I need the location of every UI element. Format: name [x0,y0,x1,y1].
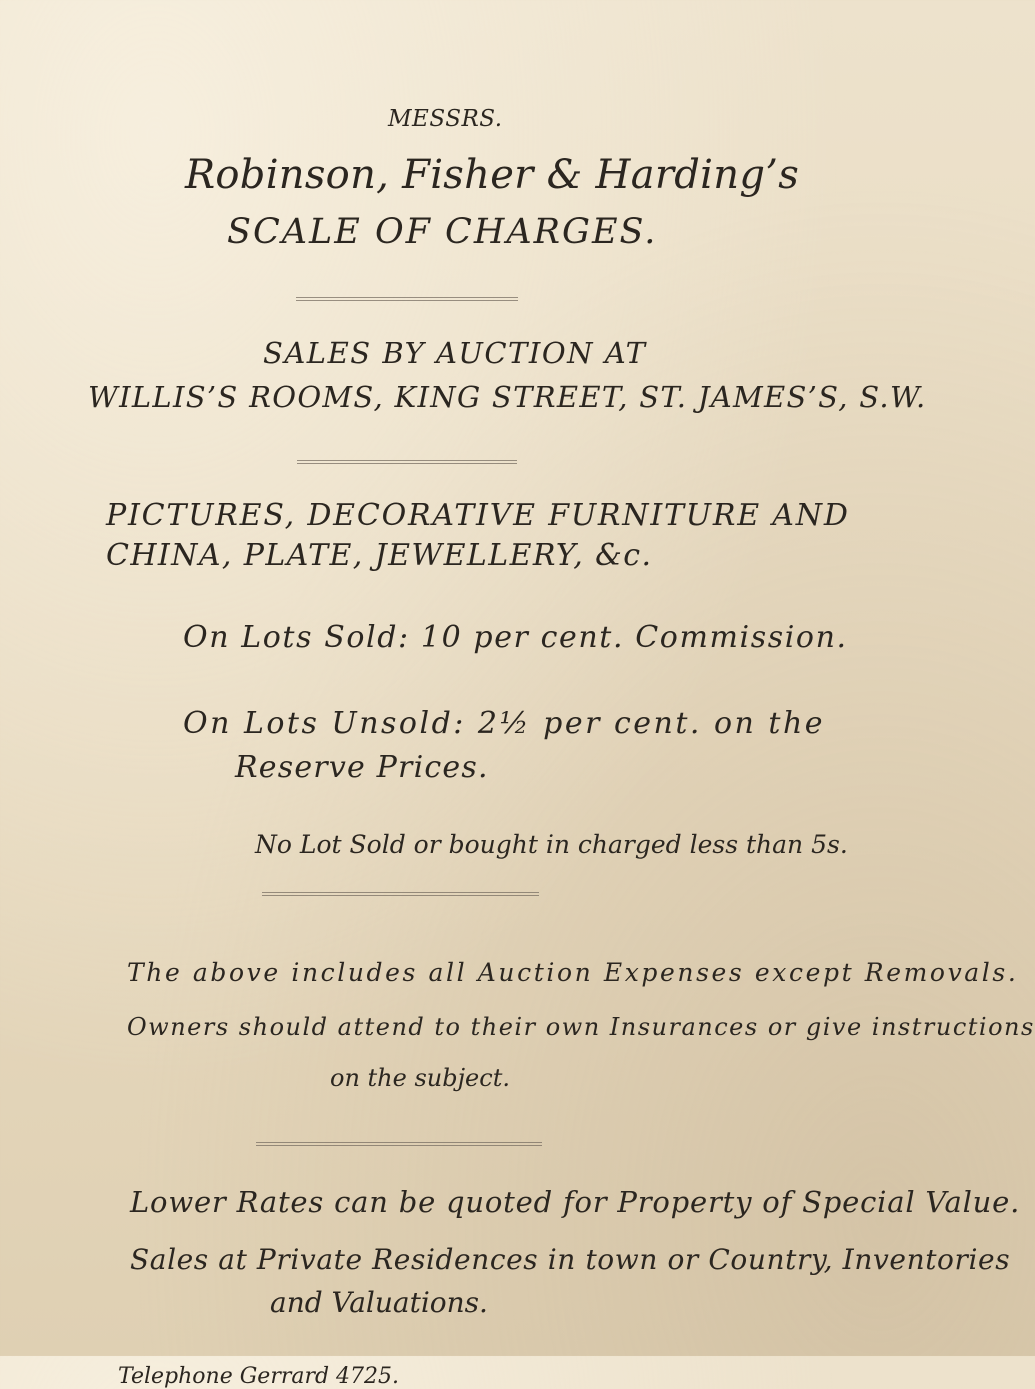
firm-name: Robinson, Fisher & Harding’s [185,152,800,198]
venue-address: WILLIS’S ROOMS, KING STREET, ST. JAMES’S, S.W. [88,380,927,414]
goods-line-1: PICTURES, DECORATIVE FURNITURE AND [106,498,850,533]
expenses-note-line-1: The above includes all Auction Expenses except Removals. [127,958,1019,987]
commission-sold: On Lots Sold: 10 per cent. Commission. [183,620,848,655]
salutation: MESSRS. [388,106,503,132]
private-sales-line-2: and Valuations. [270,1286,488,1319]
commission-unsold-line-1: On Lots Unsold: 2½ per cent. on the [183,706,826,741]
venue-heading: SALES BY AUCTION AT [263,336,647,370]
expenses-note-line-3: on the subject. [330,1064,510,1092]
private-sales-line-1: Sales at Private Residences in town or Country, Inventories [130,1243,1011,1276]
document-title: SCALE OF CHARGES. [227,212,658,252]
divider [256,1142,542,1146]
lower-rates-note: Lower Rates can be quoted for Property of Special Value. [130,1185,1021,1219]
telephone-number: Telephone Gerrard 4725. [118,1364,400,1389]
expenses-note-line-2: Owners should attend to their own Insurances or give instructions [127,1013,1035,1041]
goods-line-2: CHINA, PLATE, JEWELLERY, &c. [106,538,653,573]
divider [262,892,539,896]
minimum-charge: No Lot Sold or bought in charged less than 5s. [255,830,848,859]
divider [296,297,518,301]
commission-unsold-line-2: Reserve Prices. [235,750,489,785]
divider [297,460,517,464]
